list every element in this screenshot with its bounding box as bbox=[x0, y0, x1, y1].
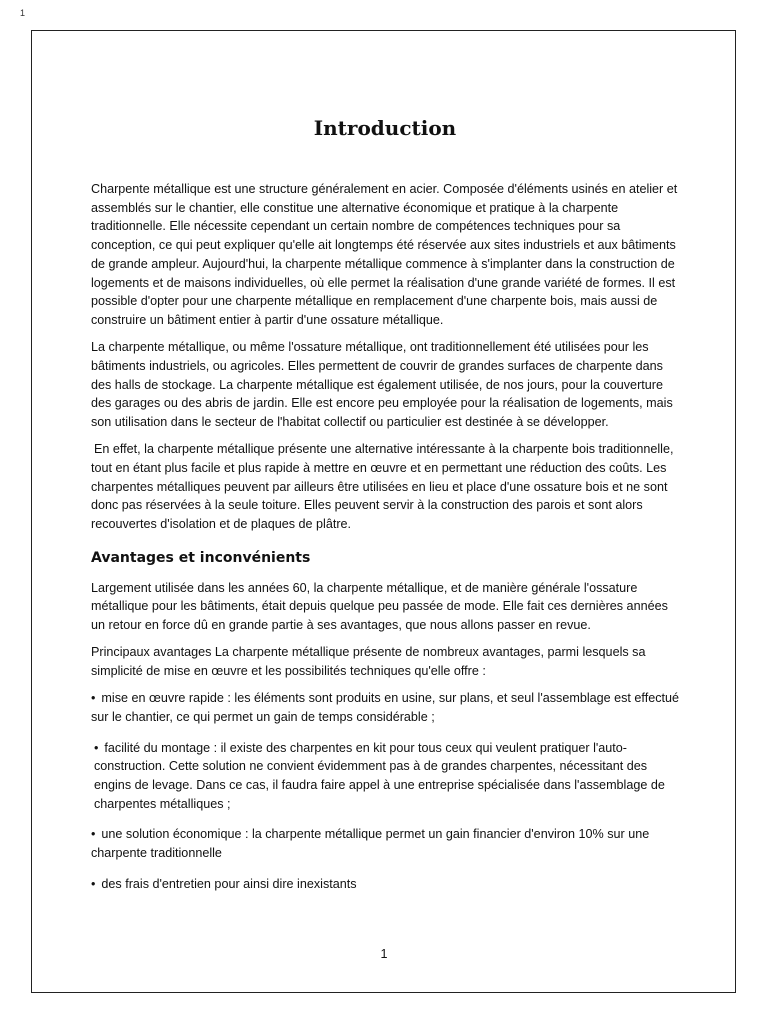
intro-paragraph-2: La charpente métallique, ou même l'ossature métallique, ont traditionnellement été utilisées pour les bâtiments industriels, ou agricoles. Elles permettent de couvrir de grandes surfaces de charpente dans des halls de stockage. La charpente métallique est également utilisée, de nos jours, pour la couverture des garages ou des abris de jardin. Elle est encore peu employée pour la réalisation de logements, mais son utilisation dans le secteur de l'habitat collectif ou particulier est destinée à se développer. bbox=[91, 340, 673, 429]
bullet-text: facilité du montage : il existe des charpentes en kit pour tous ceux qui veulent pratiquer l'auto-construction. Cette solution ne convient évidemment pas à de grandes charpentes, nécessitant des engins de levage. Dans ce cas, il faudra faire appel à une entreprise spécialisée dans l'assemblage de charpentes métalliques ; bbox=[94, 740, 665, 811]
section-paragraph-2: Principaux avantages La charpente métallique présente de nombreux avantages, parmi lesquels sa simplicité de mise en œuvre et les possibilités techniques qu'elle offre : bbox=[91, 645, 646, 678]
page-number: 1 bbox=[380, 947, 388, 961]
bullet-marker: • bbox=[94, 740, 99, 755]
corner-page-number: 1 bbox=[20, 8, 26, 18]
document-body bbox=[91, 114, 679, 906]
bullet-item bbox=[91, 875, 679, 894]
section-paragraph-1: Largement utilisée dans les années 60, la charpente métallique, et de manière générale l'ossature métallique pour les bâtiments, était depuis quelque peu passée de mode. Elle fait ces dernières années un retour en force dû en grande partie à ses avantages, que nous allons passer en revue. bbox=[91, 580, 668, 633]
bullet-marker: • bbox=[91, 827, 96, 842]
bullet-item bbox=[91, 689, 679, 726]
bullet-text: des frais d'entretien pour ainsi dire inexistants bbox=[101, 876, 357, 891]
bullet-item bbox=[91, 825, 679, 862]
bullet-item bbox=[91, 739, 679, 814]
intro-paragraph-1: Charpente métallique est une structure généralement en acier. Composée d'éléments usinés en atelier et assemblés sur le chantier, elle constitue une alternative économique et pratique à la charpente traditionnelle. Elle nécessite cependant un certain nombre de compétences techniques pour sa conception, ce qui peut expliquer qu'elle ait longtemps été réservée aux sites industriels et aux bâtiments de grande ampleur. Aujourd'hui, la charpente métallique commence à s'implanter dans la construction de logements et de maisons individuelles, où elle permet la réalisation d'une grande variété de formes. Il est possible d'opter pour une charpente métallique en remplacement d'une charpente bois, mais aussi de construire un bâtiment entier à partir d'une ossature métallique. bbox=[91, 182, 678, 327]
page-title: Introduction bbox=[313, 116, 457, 140]
bullet-marker: • bbox=[91, 691, 96, 706]
bullet-text: mise en œuvre rapide : les éléments sont produits en usine, sur plans, et seul l'assemblage est effectué sur le chantier, ce qui permet un gain de temps considérable ; bbox=[91, 691, 680, 724]
section-heading: Avantages et inconvénients bbox=[91, 549, 311, 566]
bullet-text: une solution économique : la charpente métallique permet un gain financier d'environ 10% sur une charpente traditionnelle bbox=[91, 827, 650, 861]
intro-paragraph-3: En effet, la charpente métallique présente une alternative intéressante à la charpente bois traditionnelle, tout en étant plus facile et plus rapide à mettre en œuvre et en permettant une réduction des coûts. Les charpentes métalliques peuvent par ailleurs être utilisées en lieu et place d'une ossature bois et ne sont donc pas réservées à la seule toiture. Elles peuvent servir à la construction des parois et sont alors recouvertes d'isolation et de plaques de plâtre. bbox=[91, 442, 674, 531]
bullet-marker: • bbox=[91, 876, 96, 891]
